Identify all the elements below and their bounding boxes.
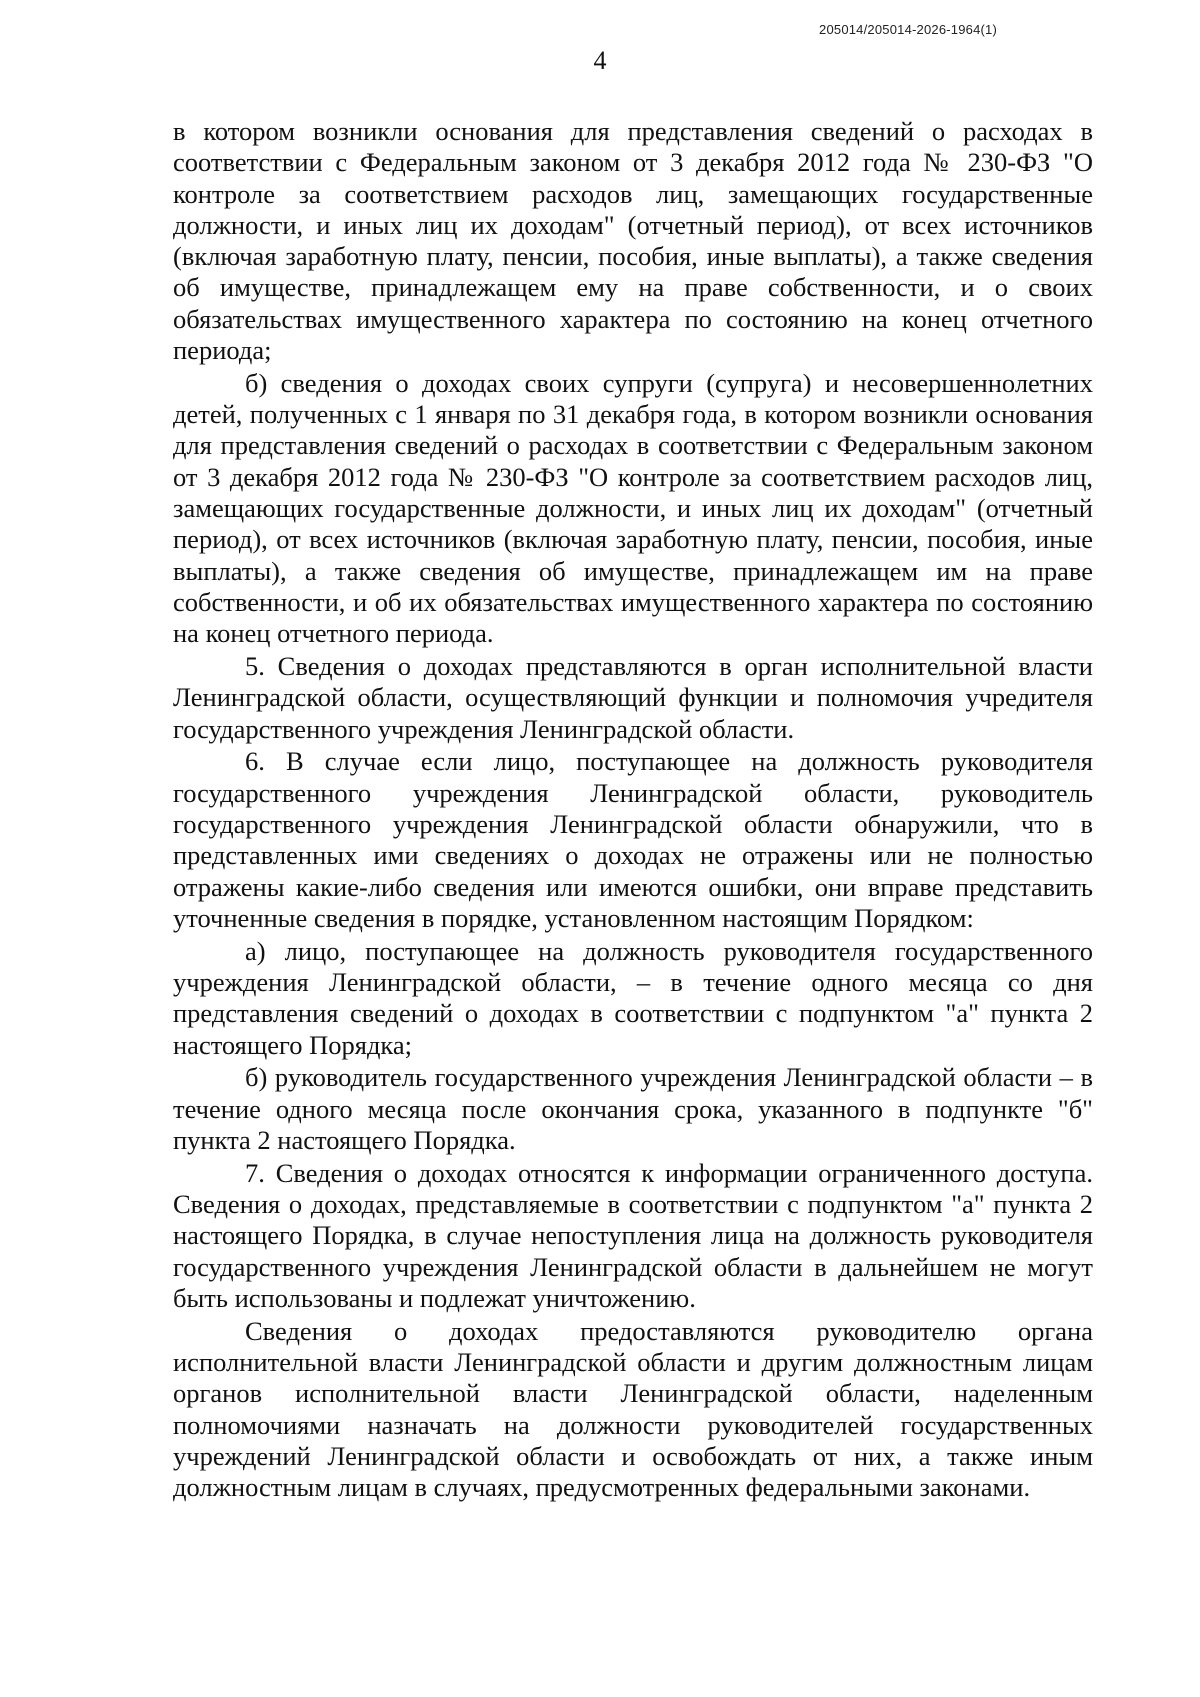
paragraph-intro-continuation: в котором возникли основания для представления сведений о расходах в соответствии с Федеральным законом от 3 декабря 2012 года № 230-ФЗ "О контроле за соответствием расходов лиц, замещающих государственные должности, и иных лиц их доходам" (отчетный период), от всех источников (включая заработную плату, пенсии, пособия, иные выплаты), а также сведения об имуществе, принадлежащем ему на праве собственности, и о своих обязательствах имущественного характера по состоянию на конец отчетного периода; bbox=[173, 116, 1093, 366]
paragraph-item-7-continuation: Сведения о доходах предоставляются руководителю органа исполнительной власти Ленинградской области и другим должностным лицам органов исполнительной власти Ленинградской области, наделенным полномочиями назначать на должности руководителей государственных учреждений Ленинградской области и освобождать от них, а также иным должностным лицам в случаях, предусмотренных федеральными законами. bbox=[173, 1315, 1093, 1503]
paragraph-item-5: 5. Сведения о доходах представляются в орган исполнительной власти Ленинградской области, осуществляющий функции и полномочия учредителя государственного учреждения Ленинградской области. bbox=[173, 651, 1093, 744]
document-body bbox=[173, 116, 1093, 1505]
paragraph-subitem-b-spouse-income: б) сведения о доходах своих супруги (супруга) и несовершеннолетних детей, полученных с 1 января по 31 декабря года, в котором возникли основания для представления сведений о расходах в соответствии с Федеральным законом от 3 декабря 2012 года № 230-ФЗ "О контроле за соответствием расходов лиц, замещающих государственные должности, и иных лиц их доходам" (отчетный период), от всех источников (включая заработную плату, пенсии, пособия, иные выплаты), а также сведения об имуществе, принадлежащем им на праве собственности, и об их обязательствах имущественного характера по состоянию на конец отчетного периода. bbox=[173, 367, 1093, 649]
paragraph-item-6-subitem-b: б) руководитель государственного учреждения Ленинградской области – в течение одного месяца после окончания срока, указанного в подпункте "б" пункта 2 настоящего Порядка. bbox=[173, 1062, 1093, 1155]
paragraph-item-7: 7. Сведения о доходах относятся к информации ограниченного доступа. Сведения о доходах, представляемые в соответствии с подпунктом "а" пункта 2 настоящего Порядка, в случае непоступления лица на должность руководителя государственного учреждения Ленинградской области в дальнейшем не могут быть использованы и подлежат уничтожению. bbox=[173, 1157, 1093, 1313]
document-id: 205014/205014-2026-1964(1) bbox=[819, 22, 997, 37]
page-number: 4 bbox=[593, 46, 607, 75]
paragraph-item-6: 6. В случае если лицо, поступающее на должность руководителя государственного учреждения Ленинградской области, руководитель государственного учреждения Ленинградской области обнаружили, что в представленных ими сведениях о доходах не отражены или не полностью отражены какие-либо сведения или имеются ошибки, они вправе представить уточненные сведения в порядке, установленном настоящим Порядком: bbox=[173, 746, 1093, 933]
paragraph-item-6-subitem-a: а) лицо, поступающее на должность руководителя государственного учреждения Ленинградской области, – в течение одного месяца со дня представления сведений о доходах в соответствии с подпунктом "а" пункта 2 настоящего Порядка; bbox=[173, 935, 1093, 1060]
